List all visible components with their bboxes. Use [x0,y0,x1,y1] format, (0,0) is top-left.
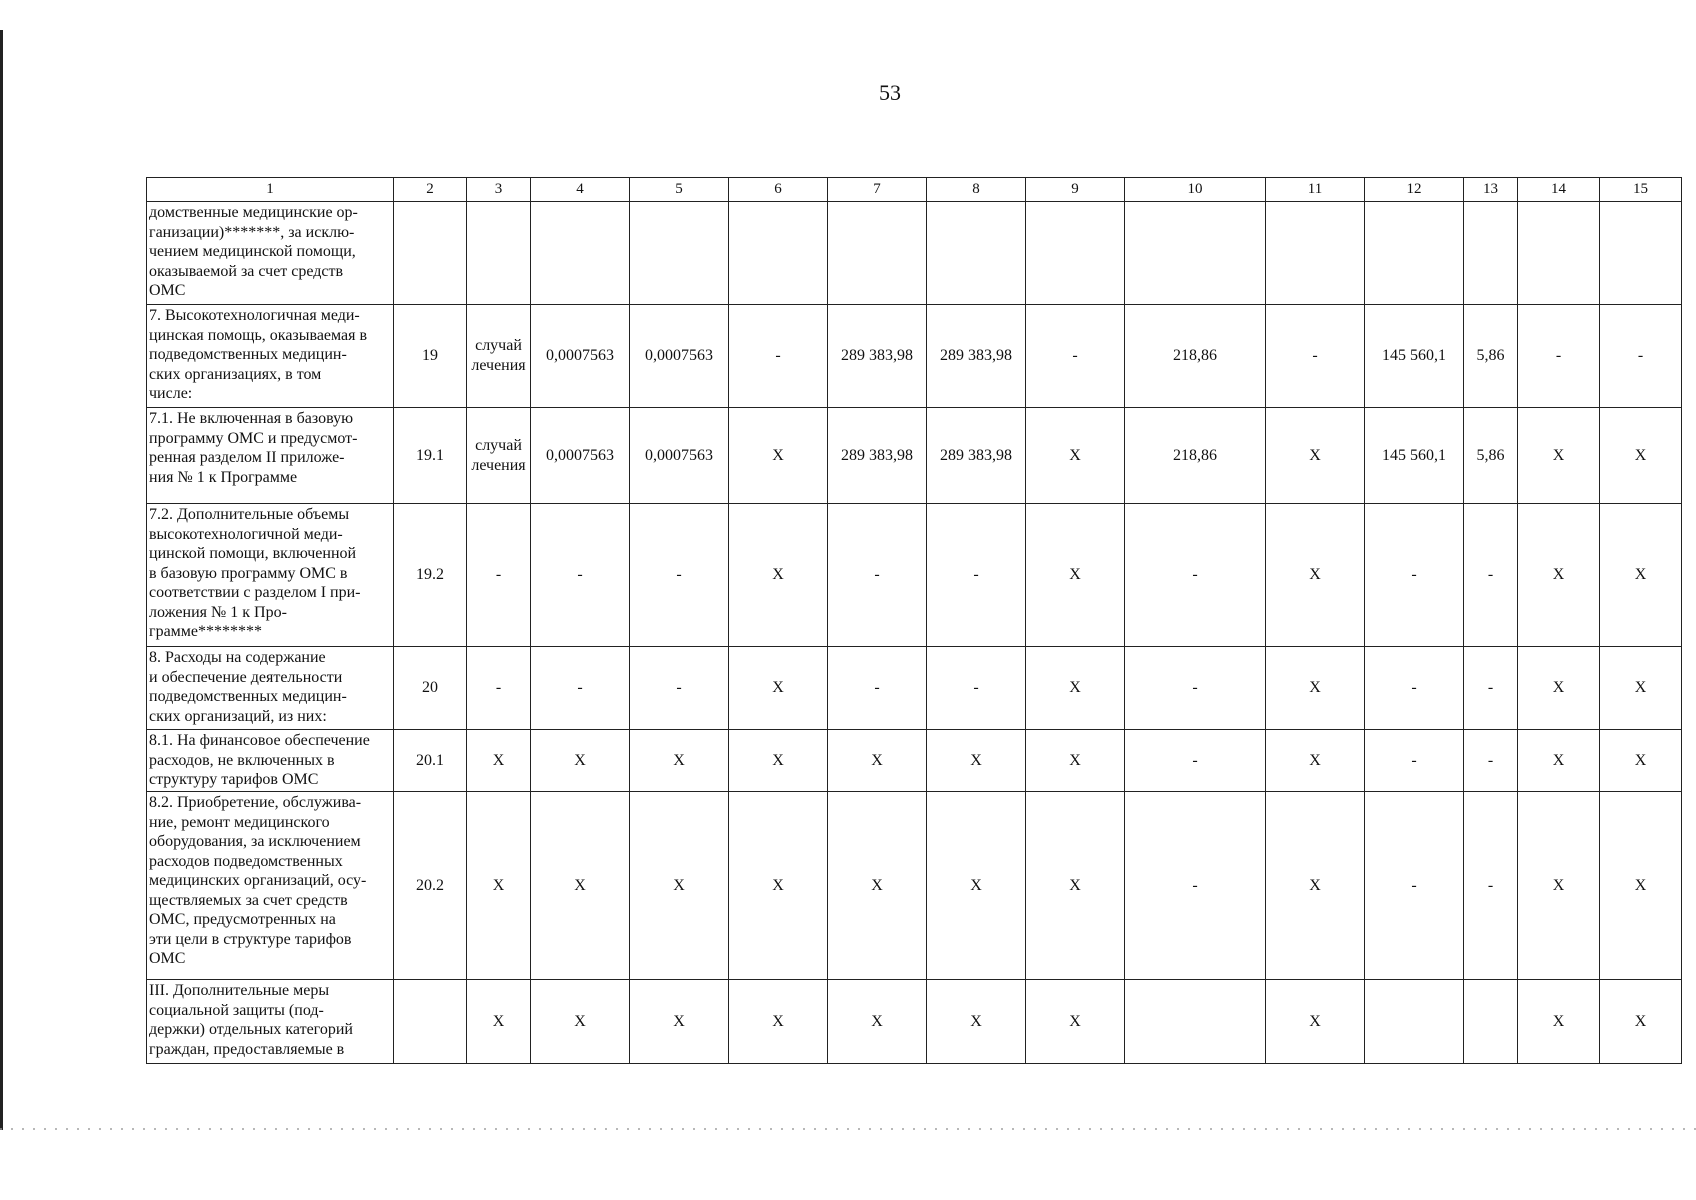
table-cell: X [1026,504,1125,647]
table-cell [828,202,927,305]
table-row [147,980,1682,1064]
description-line: 7. Высокотехнологичная меди- [149,307,360,324]
table-cell: 218,86 [1125,305,1266,408]
scan-dotted-line [0,1128,1696,1130]
description-line: ществляемых за счет средств [149,891,348,909]
column-header: 4 [531,178,630,202]
table-cell [1125,202,1266,305]
table-cell: - [1365,730,1464,792]
table-cell: - [467,504,531,647]
table-cell: X [1518,792,1600,980]
table-cell: 218,86 [1125,408,1266,504]
table-cell [630,202,729,305]
table-cell: - [1365,504,1464,647]
table-cell [927,202,1026,305]
table-cell: X [1266,647,1365,730]
table-cell [1365,980,1464,1064]
description-line: программу ОМС и предусмот- [149,429,358,447]
row-description [147,408,394,504]
description-line: домственные медицинские ор- [149,204,358,221]
table-row [147,408,1682,504]
column-header: 8 [927,178,1026,202]
description-line: 7.2. Дополнительные объемы [149,506,350,523]
description-line: и обеспечение деятельности [149,668,343,686]
table-cell: - [531,647,630,730]
table-cell: - [828,647,927,730]
column-header: 12 [1365,178,1464,202]
description-line: цинской помощи, включенной [149,545,357,563]
table-cell: X [1600,504,1682,647]
table-cell: - [1266,305,1365,408]
description-line: социальной защиты (под- [149,1001,324,1019]
table-cell: X [828,980,927,1064]
row-description [147,305,394,408]
row-description [147,730,394,792]
table-cell [1600,202,1682,305]
header-row [147,178,1682,202]
data-table [146,177,1682,1064]
table-cell: X [1026,730,1125,792]
table-cell [1464,980,1518,1064]
table-cell: X [1266,980,1365,1064]
table-cell: X [630,980,729,1064]
table-cell: X [1026,792,1125,980]
table-cell: X [1600,647,1682,730]
table-cell: случай лечения [467,408,531,504]
description-line: структуру тарифов ОМС [149,771,319,789]
table-cell: - [467,647,531,730]
column-header: 11 [1266,178,1365,202]
table-cell: X [729,730,828,792]
table-row [147,647,1682,730]
table-cell: X [1600,980,1682,1064]
description-line: ских организациях, в том [149,365,322,383]
table-cell: - [1518,305,1600,408]
column-header: 9 [1026,178,1125,202]
table-row [147,504,1682,647]
table-cell: 289 383,98 [828,305,927,408]
table-cell [394,202,467,305]
table-cell: 0,0007563 [630,408,729,504]
column-header: 2 [394,178,467,202]
table-cell: X [1600,408,1682,504]
table-cell: X [630,792,729,980]
table-cell: X [1266,408,1365,504]
description-line: 8.2. Приобретение, обслужива- [149,794,362,811]
column-header: 14 [1518,178,1600,202]
page-number: 53 [879,80,901,105]
table-cell: - [630,647,729,730]
column-header: 1 [147,178,394,202]
table-cell: 145 560,1 [1365,408,1464,504]
table-cell: X [729,792,828,980]
table-cell [1266,202,1365,305]
description-line: высокотехнологичной меди- [149,525,343,543]
table-cell: - [1365,647,1464,730]
table-cell: X [1026,647,1125,730]
table-cell: - [927,504,1026,647]
row-description [147,504,394,647]
table-cell: X [531,730,630,792]
table-cell: 289 383,98 [927,408,1026,504]
column-header: 10 [1125,178,1266,202]
description-line: соответствии с разделом I при- [149,584,361,602]
table-cell: X [467,730,531,792]
table-cell: X [1518,980,1600,1064]
description-line: держки) отдельных категорий [149,1021,353,1039]
description-line: оказываемой за счет средств [149,262,344,280]
table-cell [1026,202,1125,305]
table-cell [1365,202,1464,305]
table-row [147,792,1682,980]
column-header: 6 [729,178,828,202]
table-cell: - [1125,730,1266,792]
table-cell: 289 383,98 [828,408,927,504]
description-line: ОМС [149,950,186,968]
table-cell: X [1026,980,1125,1064]
table-cell: 289 383,98 [927,305,1026,408]
table-cell: 145 560,1 [1365,305,1464,408]
description-line: ложения № 1 к Про- [149,603,287,621]
table-cell: X [828,792,927,980]
row-description [147,792,394,980]
description-line: 7.1. Не включенная в базовую [149,410,354,427]
column-header: 3 [467,178,531,202]
row-description [147,202,394,305]
description-line: подведомственных медицин- [149,346,347,364]
description-line: ния № 1 к Программе [149,468,298,486]
description-line: ние, ремонт медицинского [149,813,330,831]
table-cell: - [1600,305,1682,408]
column-header: 15 [1600,178,1682,202]
table-cell: 19.1 [394,408,467,504]
table-row [147,305,1682,408]
table-cell: - [1026,305,1125,408]
column-header: 13 [1464,178,1518,202]
scan-edge-line [0,30,3,1130]
description-line: оборудования, за исключением [149,833,361,851]
description-line: цинская помощь, оказываемая в [149,326,368,344]
table-cell: X [1518,647,1600,730]
table-cell: 0,0007563 [531,408,630,504]
description-line: расходов, не включенных в [149,751,335,769]
table-cell: - [1464,647,1518,730]
table-cell: X [531,792,630,980]
description-line: медицинских организаций, осу- [149,872,367,890]
table-cell: - [1125,792,1266,980]
table-cell: - [927,647,1026,730]
description-line: 8.1. На финансовое обеспечение [149,732,370,749]
table-cell [531,202,630,305]
table-cell: 0,0007563 [630,305,729,408]
table-row [147,202,1682,305]
table-cell: - [729,305,828,408]
table-cell: 20.2 [394,792,467,980]
table-cell: - [1464,504,1518,647]
table-cell: X [828,730,927,792]
description-line: числе: [149,385,193,403]
table-cell: - [1125,504,1266,647]
table-row [147,730,1682,792]
table-cell: - [531,504,630,647]
table-cell: 5,86 [1464,408,1518,504]
table-cell: 20.1 [394,730,467,792]
description-line: чением медицинской помощи, [149,243,356,261]
table-cell: X [630,730,729,792]
table-cell: - [1125,647,1266,730]
table-cell: 0,0007563 [531,305,630,408]
table-cell [467,202,531,305]
table-cell: 19 [394,305,467,408]
description-line: ОМС [149,282,186,300]
description-line: подведомственных медицин- [149,688,347,706]
description-line: III. Дополнительные меры [149,982,330,999]
table-cell: X [1266,730,1365,792]
table-cell: X [927,792,1026,980]
description-line: эти цели в структуре тарифов [149,930,352,948]
table-cell [1518,202,1600,305]
table-cell [729,202,828,305]
table-cell: 5,86 [1464,305,1518,408]
table-cell: X [467,980,531,1064]
column-header: 7 [828,178,927,202]
table-cell [394,980,467,1064]
table-cell: X [1518,408,1600,504]
table-cell: X [1518,504,1600,647]
table-cell [1125,980,1266,1064]
row-description [147,647,394,730]
table-cell: X [729,980,828,1064]
table-cell: X [729,408,828,504]
description-line: в базовую программу ОМС в [149,564,348,582]
table-cell: X [1600,792,1682,980]
table-cell: X [729,647,828,730]
table-cell: X [927,980,1026,1064]
table-cell [1464,202,1518,305]
table-cell: X [531,980,630,1064]
table-cell: X [1266,504,1365,647]
row-description [147,980,394,1064]
table-cell: - [630,504,729,647]
table-cell: X [729,504,828,647]
description-line: 8. Расходы на содержание [149,649,326,666]
table-cell: X [927,730,1026,792]
table-cell: X [1026,408,1125,504]
table-cell: X [467,792,531,980]
description-line: расходов подведомственных [149,852,343,870]
table-cell: X [1600,730,1682,792]
table-cell: - [1464,792,1518,980]
table-cell: - [1365,792,1464,980]
table-cell: 19.2 [394,504,467,647]
table-cell: - [1464,730,1518,792]
table-cell: случай лечения [467,305,531,408]
description-line: ОМС, предусмотренных на [149,911,336,929]
column-header: 5 [630,178,729,202]
description-line: ренная разделом II приложе- [149,449,345,467]
description-line: ских организаций, из них: [149,707,327,725]
description-line: ганизации)*******, за исклю- [149,223,355,241]
description-line: грамме******** [149,623,263,641]
table-cell: X [1518,730,1600,792]
table-cell: 20 [394,647,467,730]
table-cell: - [828,504,927,647]
table-cell: X [1266,792,1365,980]
description-line: граждан, предоставляемые в [149,1040,345,1058]
